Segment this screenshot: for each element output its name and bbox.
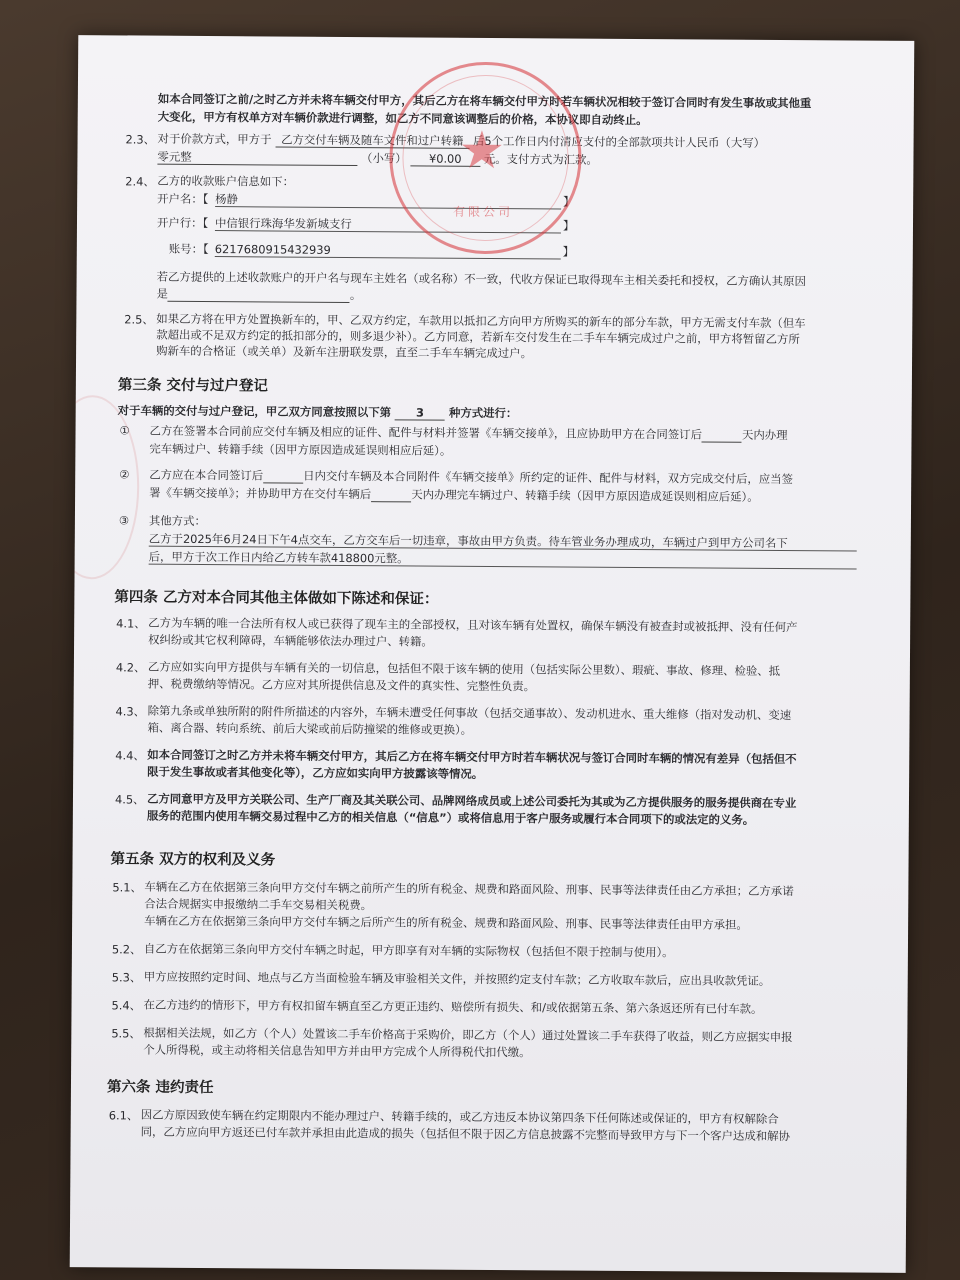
account-info-title: 乙方的收款账户信息如下：	[157, 173, 295, 189]
clause-4-2-line-1: 乙方应如实向甲方提供与车辆有关的一切信息，包括但不限于该车辆的使用（包括实际公里数）、瑕疵、事故、修理、检验、抵	[147, 659, 781, 679]
clause-4-3-line-2: 箱、离合器、转向系统、前后大梁或前后防撞梁的维修或更换）。	[147, 720, 473, 737]
option-3-line-1: 乙方于2025年6月24日下午4点交车，乙方交车后一切违章，事故由甲方负责。待车管业务办理成功，车辆过户到甲方公司名下	[149, 532, 857, 552]
clause-number: 5.5、	[111, 1026, 141, 1041]
clause-5-5-line-2: 个人所得税，或主动将相关信息告知甲方并由甲方完成个人所得税代扣代缴。	[143, 1042, 531, 1060]
account-note-line-2: 是 。	[156, 286, 362, 303]
bracket-close: 】	[563, 194, 575, 209]
clause-5-1-line-1: 车辆在乙方在依据第三条向甲方交付车辆之前所产生的所有税金、规费和路面风险、刑事、民事等法律责任由乙方承担；乙方承诺	[144, 879, 794, 899]
clause-5-5-line-1: 根据相关法规，如乙方（个人）处置该二手车价格高于采购价，即乙方（个人）通过处置该二手车获得了收益，则乙方应据实申报	[143, 1025, 793, 1045]
seal-star-icon: ★	[458, 120, 506, 182]
clause-number: 4.3、	[115, 704, 146, 719]
article-4-title: 第四条 乙方对本合同其他主体做如下陈述和保证：	[114, 589, 439, 608]
payment-condition: 乙方交付车辆及随车文件和过户转籍	[275, 132, 469, 148]
clause-5-1-line-2: 合法合规据实申报缴纳二手车交易相关税费。	[144, 896, 373, 913]
option-3-line-2: 后，甲方于次工作日内给乙方转车款418800元整。	[149, 550, 857, 570]
clause-2-3-line-1: 对于价款方式，甲方于 乙方交付车辆及随车文件和过户转籍 后5个工作日内付清应支付的全部款项共计人民币（大写）	[157, 131, 766, 150]
clause-4-4-line-1: 如本合同签订之时乙方并未将车辆交付甲方，其后乙方在将车辆交付甲方时若车辆状况与签订合同时车辆的情况有差异（包括但不	[147, 747, 797, 767]
option-mark: ①	[119, 423, 130, 438]
clause-number: 5.3、	[111, 970, 142, 985]
clause-4-5-line-2: 服务的范围内使用车辆交易过程中乙方的相关信息（“信息”）或将信息用于客户服务或履行本合同项下的或法定的义务。	[146, 808, 755, 827]
clause-number: 6.1、	[108, 1108, 139, 1123]
clause-5-1-line-3: 车辆在乙方在依据第三条向甲方交付车辆之后所产生的所有税金、规费和路面风险、刑事、民事等法律责任由甲方承担。	[144, 913, 748, 932]
clause-2-5-line-1: 如果乙方将在甲方处置换新车的，甲、乙双方约定，车款用以抵扣乙方向甲方所购买的新车的部分车款，甲方无需支付车款（但车	[156, 311, 806, 331]
clause-4-1-line-2: 权纠纷或其它权利障碍，车辆能够依法办理过户、转籍。	[148, 632, 433, 649]
option-mark: ③	[118, 513, 130, 528]
article-6-title: 第六条 违约责任	[106, 1079, 214, 1097]
clause-number: 4.1、	[116, 616, 146, 631]
clause-number: 5.1、	[112, 880, 142, 895]
clause-4-2-line-2: 押、税费缴纳等情况。乙方应对其所提供信息及文件的真实性、完整性负责。	[147, 676, 536, 694]
article-3-title: 第三条 交付与过户登记	[117, 377, 268, 395]
option-2-line-1: 乙方应在本合同签订后 日内交付车辆及本合同附件《车辆交接单》所约定的证件、配件与材料，双方完成交付后，应当签	[149, 467, 794, 487]
clause-number: 2.4、	[125, 174, 155, 189]
article-5-title: 第五条 双方的权利及义务	[110, 851, 276, 869]
chosen-option: 3	[395, 405, 445, 420]
contract-page	[70, 35, 915, 1273]
label-account-holder: 开户名：【	[157, 191, 209, 207]
account-holder-value: 杨静	[215, 192, 561, 209]
clause-6-1-line-2: 同，乙方应向甲方返还已付车款并承担由此造成的损失（包括但不限于因乙方信息披露不完整而导致甲方与下一个客户达成和解协	[140, 1124, 790, 1144]
option-mark: ②	[119, 467, 130, 482]
clause-number: 4.4、	[115, 748, 145, 763]
top-clause-line-1: 如本合同签订之前/之时乙方并未将车辆交付甲方，其后乙方在将车辆交付甲方时若车辆状况相较于签订合同时有发生事故或其他重	[157, 91, 812, 111]
label-account-number: 账号：【	[168, 241, 209, 257]
clause-5-3-line-1: 甲方应按照约定时间、地点与乙方当面检验车辆及审验相关文件，并按照约定支付车款；乙方收取车款后，应出具收款凭证。	[143, 969, 771, 988]
bracket-close: 】	[562, 218, 575, 233]
clause-5-2-line-1: 自乙方在依据第三条向甲方交付车辆之时起，甲方即享有对车辆的实际物权（包括但不限于控制与使用）。	[143, 941, 674, 960]
clause-4-5-line-1: 乙方同意甲方及甲方关联公司、生产厂商及其关联公司、品牌网络成员或上述公司委托为其或为乙方提供服务的服务提供商在专业	[146, 791, 797, 811]
clause-number: 5.2、	[111, 942, 142, 957]
option-1-line-1: 乙方在签署本合同前应交付车辆及相应的证件、配件与材料并签署《车辆交接单》，且应协助甲方在合同签订后 天内办理	[149, 423, 788, 443]
clause-number: 5.4、	[111, 998, 142, 1013]
amount-in-words: 零元整	[157, 150, 357, 166]
amount-in-figures: ¥0.00	[410, 151, 480, 166]
clause-number: 2.3、	[125, 132, 156, 147]
clause-6-1-line-1: 因乙方原因致使车辆在约定期限内不能办理过户、转籍手续的，或乙方违反本协议第四条下任何陈述或保证的，甲方有权解除合	[140, 1107, 779, 1127]
top-clause-line-2: 大变化，甲方有权单方对车辆价款进行调整，如乙方不同意该调整后的价格，本协议即自动终止。	[157, 109, 648, 128]
label-bank: 开户行：【	[156, 215, 209, 231]
clause-4-3-line-1: 除第九条或单独所附的附件所描述的内容外，车辆未遭受任何事故（包括交通事故）、发动机进水、重大维修（指对发动机、变速	[147, 703, 792, 723]
article-3-intro: 对于车辆的交付与过户登记，甲乙双方同意按照以下第 3 种方式进行：	[117, 403, 518, 421]
option-1-line-2: 完车辆过户、转籍手续（因甲方原因造成延误则相应后延）。	[149, 441, 452, 458]
account-note-line-1: 若乙方提供的上述收款账户的开户名与现车主姓名（或名称）不一致，代收方保证已取得现车主相关委托和授权，乙方确认其原因	[156, 269, 806, 289]
account-number-value: 6217680915432939	[215, 242, 561, 259]
bank-value: 中信银行珠海华发新城支行	[215, 216, 561, 233]
seal-text: 有限公司	[453, 204, 514, 220]
option-2-line-2: 署《车辆交接单》；并协助甲方在交付车辆后 天内办理完车辆过户、转籍手续（因甲方原因造成延误则相应后延）。	[149, 485, 759, 504]
clause-2-3-line-2: 零元整 （小写） ¥0.00 元。支付方式为汇款。	[157, 149, 598, 167]
company-seal	[389, 61, 582, 254]
option-3-title: 其他方式：	[148, 513, 206, 528]
clause-2-5-line-2: 款超出或不足双方约定的抵扣部分的，则多退少补）。乙方同意，若新车交付发生在二手车车辆完成过户之前，甲方将暂留乙方所	[156, 327, 800, 347]
clause-4-1-line-1: 乙方为车辆的唯一合法所有权人或已获得了现车主的全部授权，且对该车辆有处置权，确保车辆没有被查封或被抵押、没有任何产	[148, 615, 798, 635]
clause-2-5-line-3: 购新车的合格证（或关单）及新车注册联发票，直至二手车车辆完成过户。	[156, 343, 533, 361]
clause-number: 4.2、	[115, 660, 146, 675]
bracket-close: 】	[562, 244, 575, 259]
clause-number: 2.5、	[124, 312, 154, 327]
clause-5-4-line-1: 在乙方违约的情形下，甲方有权扣留车辆直至乙方更正违约、赔偿所有损失、和/或依据第五条、第六条返还所有已付车款。	[143, 997, 763, 1016]
clause-number: 4.5、	[114, 792, 145, 807]
clause-4-4-line-2: 限于发生事故或者其他变化等），乙方应如实向甲方披露该等情况。	[147, 764, 484, 781]
